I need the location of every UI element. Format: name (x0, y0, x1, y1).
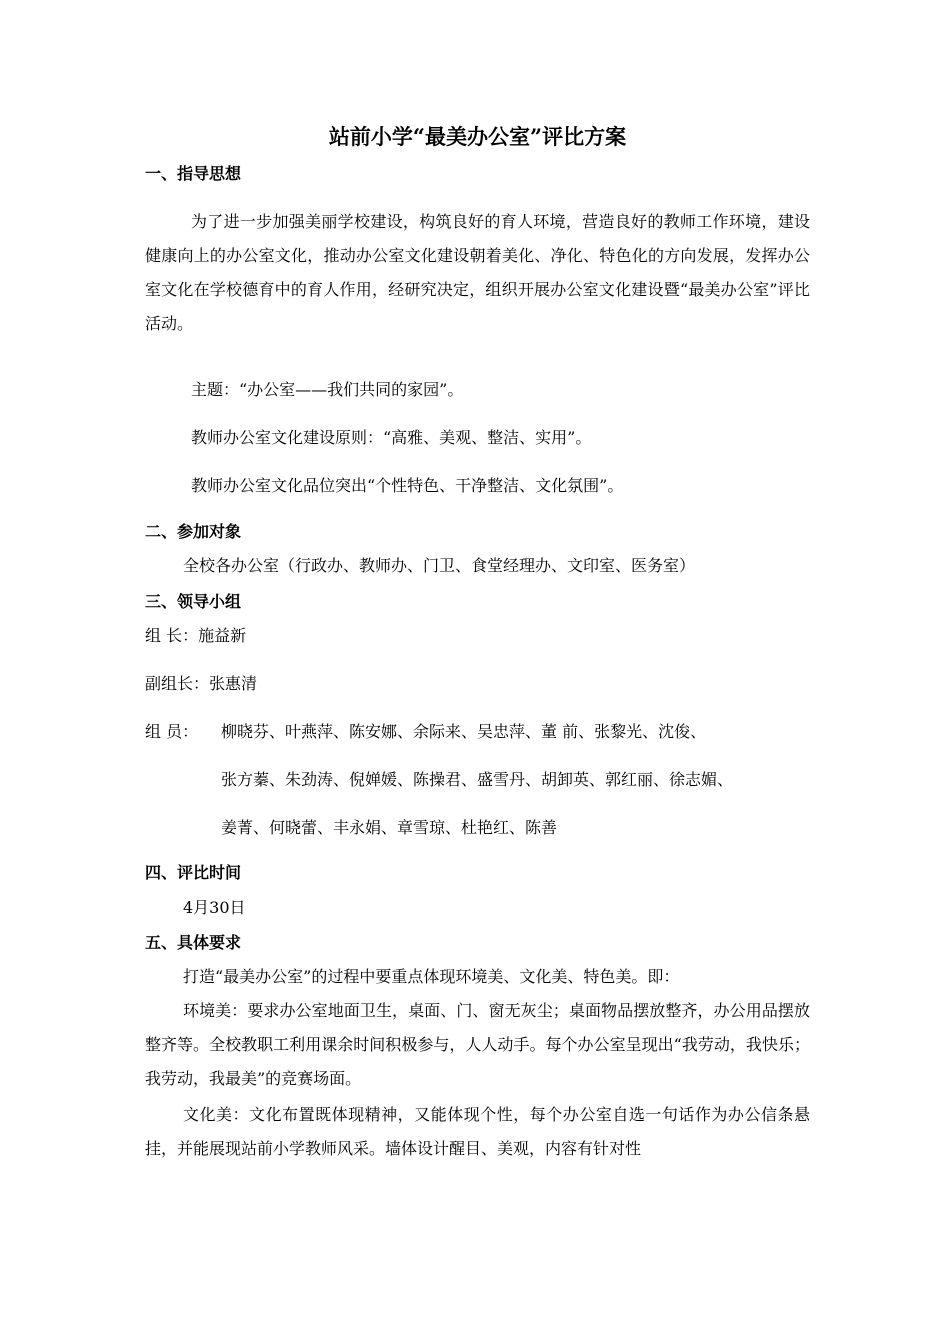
requirements-intro: 打造“最美办公室”的过程中要重点体现环境美、文化美、特色美。即： (183, 967, 680, 986)
section-heading-leadership-group: 三、领导小组 (145, 592, 242, 611)
theme-line: 主题：“办公室——我们共同的家园”。 (191, 380, 464, 399)
deputy-leader: 副组长：张惠清 (145, 674, 258, 693)
section-heading-participants: 二、参加对象 (145, 522, 242, 541)
participants-text: 全校各办公室（行政办、教师办、门卫、食堂经理办、文印室、医务室） (183, 556, 696, 575)
section-heading-requirements: 五、具体要求 (145, 933, 242, 952)
evaluation-date: 4月30日 (183, 898, 246, 917)
group-leader: 组 长：施益新 (145, 626, 247, 645)
members-line: 姜菁、何晓蕾、丰永娟、章雪琼、杜艳红、陈善 (221, 818, 558, 837)
document-title: 站前小学“最美办公室”评比方案 (328, 124, 627, 149)
members-line: 柳晓芬、叶燕萍、陈安娜、余际来、吴忠萍、董 前、张黎光、沈俊、 (221, 722, 707, 741)
section-heading-evaluation-time: 四、评比时间 (145, 863, 242, 882)
members-list (221, 708, 821, 852)
guiding-thought-paragraph: 为了进一步加强美丽学校建设，构筑良好的育人环境，营造良好的教师工作环境，建设健康向上的办公室文化，推动办公室文化建设朝着美化、净化、特色化的方向发展，发挥办公室文化在学校德育中的育人作用，经研究决定，组织开展办公室文化建设暨“最美办公室”评比活动。 (145, 212, 810, 333)
environment-paragraph: 环境美：要求办公室地面卫生，桌面、门、窗无灰尘；桌面物品摆放整齐，办公用品摆放整齐等。全校教职工利用课余时间积极参与，人人动手。每个办公室呈现出“我劳动，我快乐；我劳动，我最美”的竞赛场面。 (145, 1001, 810, 1088)
members-label: 组 员： (145, 722, 199, 741)
section-heading-guiding-thought: 一、指导思想 (145, 164, 242, 183)
culture-paragraph: 文化美：文化布置既体现精神，又能体现个性，每个办公室自选一句话作为办公信条悬挂，并能展现站前小学教师风采。墙体设计醒目、美观，内容有针对性 (145, 1105, 810, 1158)
principle-line: 教师办公室文化建设原则：“高雅、美观、整洁、实用”。 (191, 428, 592, 447)
members-line: 张方蓁、朱劲涛、倪婵媛、陈操君、盛雪丹、胡卸英、郭红丽、徐志媚、 (221, 770, 734, 789)
quality-line: 教师办公室文化品位突出“个性特色、干净整洁、文化氛围”。 (191, 476, 624, 495)
